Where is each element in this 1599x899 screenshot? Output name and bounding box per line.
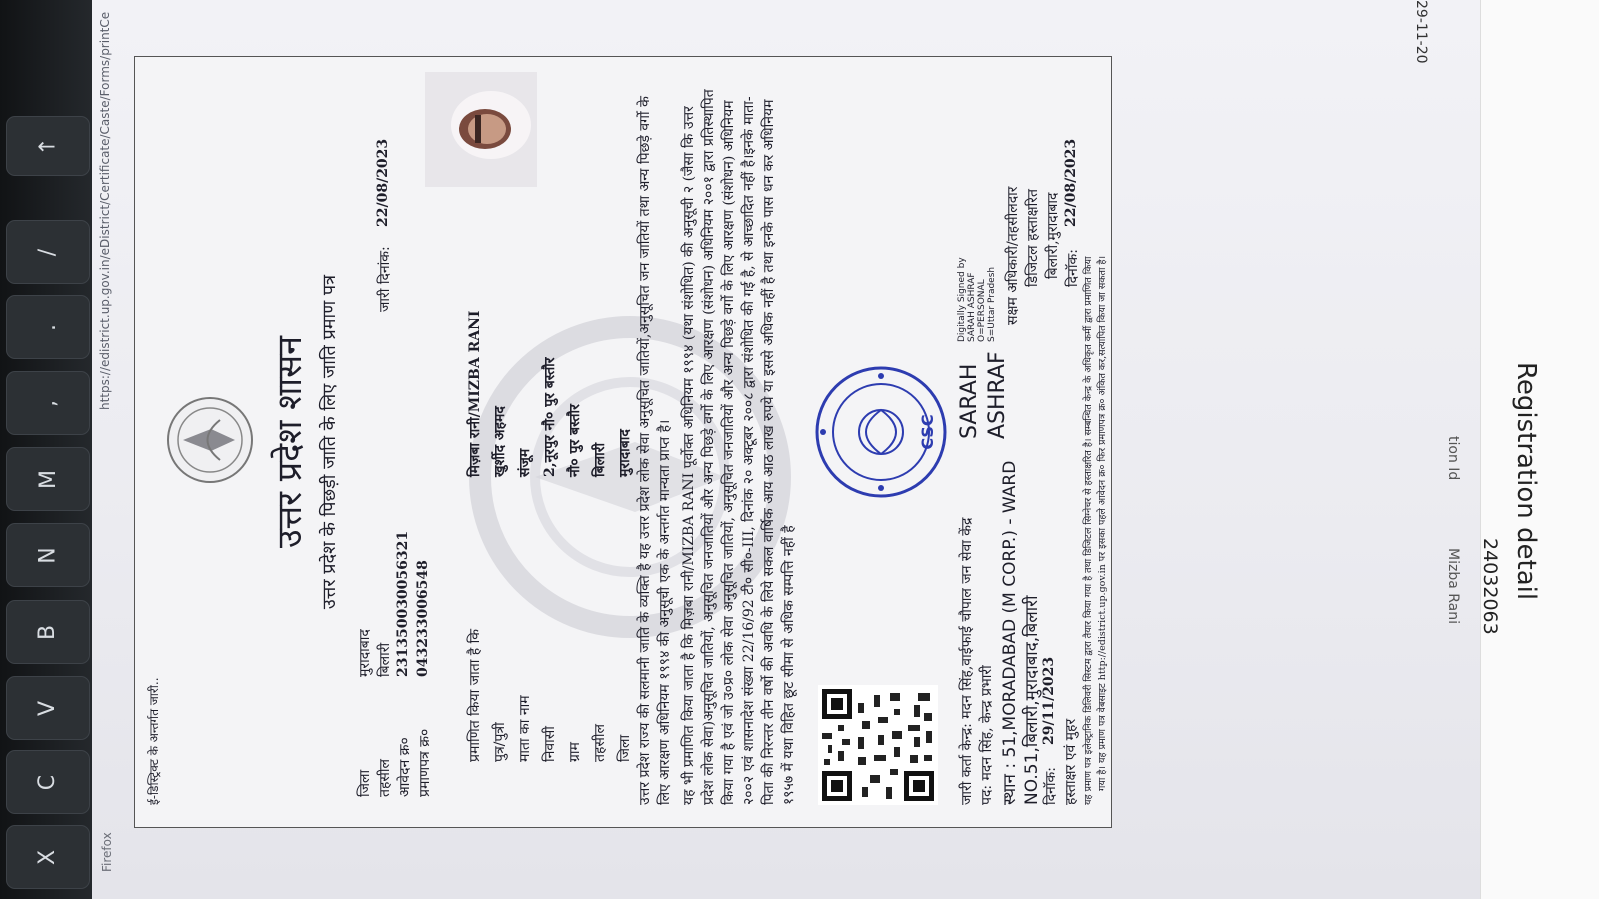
digital-signature-meta bbox=[957, 257, 997, 342]
header-note: ई-डिस्ट्रिक्ट के अन्तर्गत जारी.. bbox=[147, 677, 161, 805]
digital-signer-last-name: ASHRAF bbox=[985, 351, 1010, 439]
registration-heading: Registration detail bbox=[1511, 362, 1541, 601]
key-n: N bbox=[6, 523, 90, 587]
field-value-tehsil: बिलारी bbox=[592, 442, 608, 477]
registration-number: 24032063 bbox=[1479, 538, 1501, 635]
registration-page bbox=[1413, 0, 1599, 899]
district-value: मुरादाबाद bbox=[357, 629, 373, 677]
authority-date: 22/08/2023 bbox=[1063, 138, 1079, 227]
key-m: M bbox=[6, 447, 90, 511]
browser-name: Firefox bbox=[100, 832, 114, 872]
key-b: B bbox=[6, 600, 90, 664]
caste-certificate bbox=[134, 56, 1112, 828]
issuer-center: जारी कर्ता केन्द्र: मदन सिंह,वाईफाई चौपाल जन सेवा केंद्र bbox=[959, 517, 975, 805]
sign-seal-label: हस्ताक्षर एवं मुहर bbox=[1063, 718, 1079, 805]
digital-signer-first-name: SARAH bbox=[957, 363, 982, 439]
application-number: 231350030056321 bbox=[395, 530, 411, 677]
footer-line-2: गया है। यह प्रमाण पत्र वेबसाइट http://edistrict.up.gov.in पर इसका पहले आवेदन क्र० फिर प्रमाणपत्र क्र० अंकित कर,सत्यापित किया जा सकता है। bbox=[1097, 255, 1108, 791]
certify-intro: प्रमाणित किया जाता है कि bbox=[467, 628, 483, 762]
tehsil-value: बिलारी bbox=[377, 642, 393, 677]
paragraph-caste: उत्तर प्रदेश राज्य की सलमानी जाति के व्यक्ति है यह उत्तर प्रदेश लोक सेवा अनुसूचित जातियों,अनुसूचित जन जातियों तथा अन्य पिछड़े वर्गो के लिए आरक्षण अधिनियम १९९४ की अनुसूची एक के अन्तर्गत मान्यता प्राप्त है। bbox=[637, 96, 673, 805]
authority-title: सक्षम अधिकारी/तहसीलदार bbox=[1005, 186, 1021, 325]
footer-line-1: यह प्रमाण पत्र इलेक्ट्रानिक डिलिवरी सिस्टम द्वारा तैयार किया गया है तथा डिजिटल सिग्नेचर से हस्ताक्षरित है। सम्बन्धित केन्द्र के अधिकृत कर्मी द्वारा प्रमाणित किया bbox=[1083, 256, 1094, 805]
key-period: . bbox=[6, 295, 90, 359]
certificate-title: उत्तर प्रदेश के पिछड़ी जाति के लिए जाति प्रमाण पत्र bbox=[319, 274, 340, 610]
issue-date-label: जारी दिनांक: bbox=[377, 246, 393, 312]
person-photo-icon bbox=[425, 72, 537, 187]
signature-meta-line: Digitally Signed by bbox=[957, 257, 967, 342]
key-comma: , bbox=[6, 371, 90, 435]
issuer-post: पद: मदन सिंह, केन्द्र प्रभारी bbox=[979, 665, 995, 805]
field-label-resident: निवासी bbox=[542, 726, 558, 762]
stamp-text: CSC bbox=[918, 414, 937, 450]
browser-url: https://edistrict.up.gov.in/eDistrict/Certificate/Caste/Forms/printCe bbox=[98, 11, 112, 410]
field-label-district: जिला bbox=[617, 734, 633, 762]
applicant-name: मिज़बा रानी/MIZBA RANI bbox=[467, 310, 483, 477]
field-label-village: ग्राम bbox=[567, 742, 583, 762]
field-label-parent: पुत्र/पुत्री bbox=[492, 722, 508, 762]
certificate-number: 043233006548 bbox=[415, 560, 431, 677]
district-label: जिला bbox=[357, 769, 373, 797]
issue-date: 22/08/2023 bbox=[375, 138, 391, 227]
date-fragment: 29-11-20 bbox=[1413, 0, 1429, 64]
paragraph-creamy-layer: यह भी प्रमाणित किया जाता है कि मिज़बा रानी/MIZBA RANI पूर्वोक्त अधिनियम १९९४ (यथा संशोधित) की अनुसूची २ (जैसा कि उत्तर प्रदेश लोक सेवा)अनुसूचित जातियों, अनुसूचित जनजातियों और अन्य पिछड़े वर्गो के लिए आरक्षण (संशोधन) अधिनियम २००१ द्वारा प्रतिस्थापित किया गया है एवं जो उ०प्र० लोक सेवा अनुसूचित जातियों, अनुसूचित जनजातियों और अन्य पिछड़े वर्गो के लिए आरक्षण (संशोधन) अधिनियम २००२ एवं शासनादेश संख्या 22/16/92 टी० सी०-III, दिनांक २० अक्टूबर २००८ द्वारा संशोधित की गई है, से आच्छादित नहीं है।इनके माता-पिता की निरन्तर तीन वर्षो की अवधि के लिये सकल वार्षिक आय आठ लाख रुपये या इससे अधिक नहीं है तथा इनके पास धन कर अधिनियम १९५७ में यथा विहित छूट सीमा से अधिक सम्पत्ति नहीं है bbox=[681, 89, 797, 805]
application-label: आवेदन क्र० bbox=[397, 737, 413, 797]
key-slash: / bbox=[6, 220, 90, 284]
signature-meta-line: O=PERSONAL bbox=[977, 279, 987, 342]
authority-place: बिलारी,मुरादाबाद bbox=[1045, 192, 1061, 279]
authority-date-label: दिनॉक: bbox=[1065, 249, 1081, 287]
issuer-place-line-1: स्थान : 51,MORADABAD (M CORP.) - WARD bbox=[1000, 460, 1020, 805]
field-label-tehsil: तहसील bbox=[592, 724, 608, 762]
state-emblem-icon bbox=[165, 395, 255, 485]
field-value-resident: 2,नूरपुर नौ० पुर बस्तौर bbox=[542, 357, 558, 477]
issuer-place-line-2: NO.51,बिलारी,मुरादाबाद,बिलारी bbox=[1022, 595, 1042, 805]
tehsil-label: तहसील bbox=[377, 759, 393, 797]
key-c: C bbox=[6, 750, 90, 814]
csc-round-stamp-icon bbox=[811, 362, 951, 502]
signature-meta-line: S=Uttar Pradesh bbox=[987, 266, 997, 342]
government-heading: उत्तर प्रदेश शासन bbox=[270, 336, 310, 548]
keyboard bbox=[0, 0, 100, 899]
field-value-district: मुरादाबाद bbox=[617, 429, 633, 477]
field-value-mother: संजूम bbox=[517, 448, 533, 477]
field-value-village: नौ० पुर बस्तौर bbox=[567, 404, 583, 477]
registrant-name: Mizba Rani bbox=[1445, 548, 1461, 624]
key-up-arrow: ↑ bbox=[6, 116, 90, 176]
issuer-date-label: दिनॉक: bbox=[1043, 767, 1059, 805]
key-x: X bbox=[6, 825, 90, 889]
field-label-mother: माता का नाम bbox=[517, 695, 533, 762]
certificate-content bbox=[135, 57, 1111, 827]
registration-id-label: tion Id bbox=[1445, 436, 1461, 481]
applicant-photo bbox=[425, 72, 537, 187]
authority-sign-type: डिजिटल हस्ताक्षरित bbox=[1025, 189, 1041, 287]
signature-meta-line: SARAH ASHRAF bbox=[967, 272, 977, 342]
key-v: V bbox=[6, 676, 90, 740]
field-value-parent: खुर्शीद अहमद bbox=[492, 406, 508, 477]
issuer-date: 29/11/2023 bbox=[1041, 656, 1057, 745]
certificate-number-label: प्रमाणपत्र क्र० bbox=[417, 728, 433, 797]
qr-code-icon bbox=[818, 685, 938, 805]
